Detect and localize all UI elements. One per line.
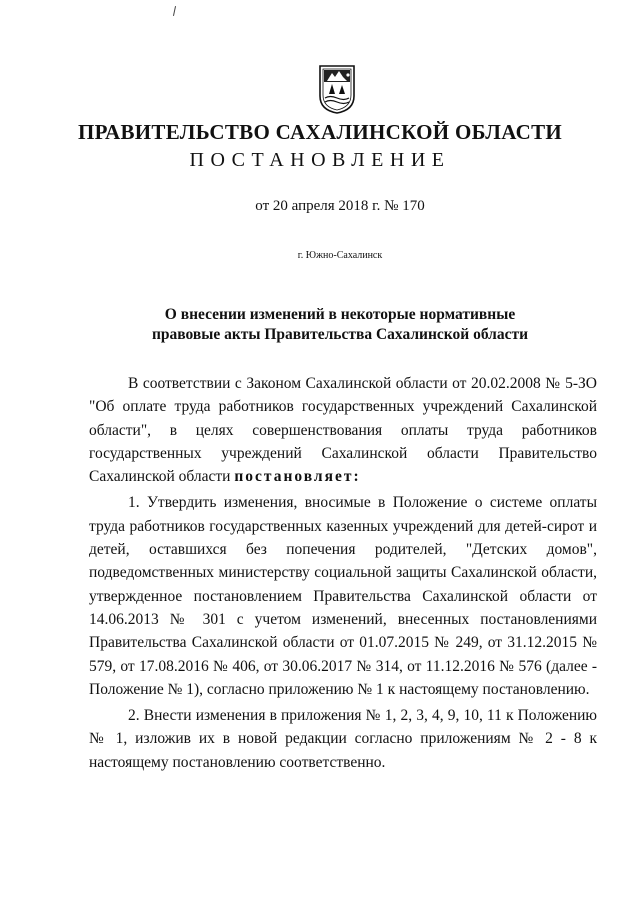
document-type: ПОСТАНОВЛЕНИЕ <box>189 149 451 171</box>
item-1-paragraph: 1. Утвердить изменения, вносимые в Положение о системе оплаты труда работников государственных казенных учреждений для детей-сирот и детей, оставшихся без попечения родителей, "Детских домов", подведомственных министерству социальной защиты Сахалинской области, утвержденное постановлением Правительства Сахалинской области от 14.06.2013 № 301 с учетом изменений, внесенных постановлениями Правительства Сахалинской области от 01.07.2015 № 249, от 31.12.2015 № 579, от 17.08.2016 № 406, от 30.06.2017 № 314, от 11.12.2016 № 576 (далее - Положение № 1), согласно приложению № 1 к настоящему постановлению. <box>89 494 597 698</box>
document-city: г. Южно-Сахалинск <box>297 250 383 261</box>
document-title <box>0 305 640 345</box>
issuing-authority: ПРАВИТЕЛЬСТВО САХАЛИНСКОЙ ОБЛАСТИ <box>77 120 563 144</box>
document-date-number: от 20 апреля 2018 г. № 170 <box>255 198 425 214</box>
preamble-paragraph <box>89 372 597 488</box>
document-body <box>89 372 597 774</box>
title-line-1: О внесении изменений в некоторые нормативные <box>164 306 516 323</box>
preamble-text: В соответствии с Законом Сахалинской области от 20.02.2008 № 5-ЗО "Об оплате труда работников государственных учреждений Сахалинской области", в целях совершенствования оплаты труда работников государственных учреждений Сахалинской области Правительство Сахалинской области <box>89 375 597 486</box>
scan-mark <box>173 6 176 16</box>
item-2-paragraph: 2. Внести изменения в приложения № 1, 2, 3, 4, 9, 10, 11 к Положению № 1, изложив их в новой редакции согласно приложениям № 2 - 8 к настоящему постановлению соответственно. <box>89 707 597 771</box>
sakhalin-coat-of-arms-icon <box>318 62 356 114</box>
title-line-2: правовые акты Правительства Сахалинской области <box>151 326 529 343</box>
resolution-verb: постановляет: <box>234 468 361 486</box>
